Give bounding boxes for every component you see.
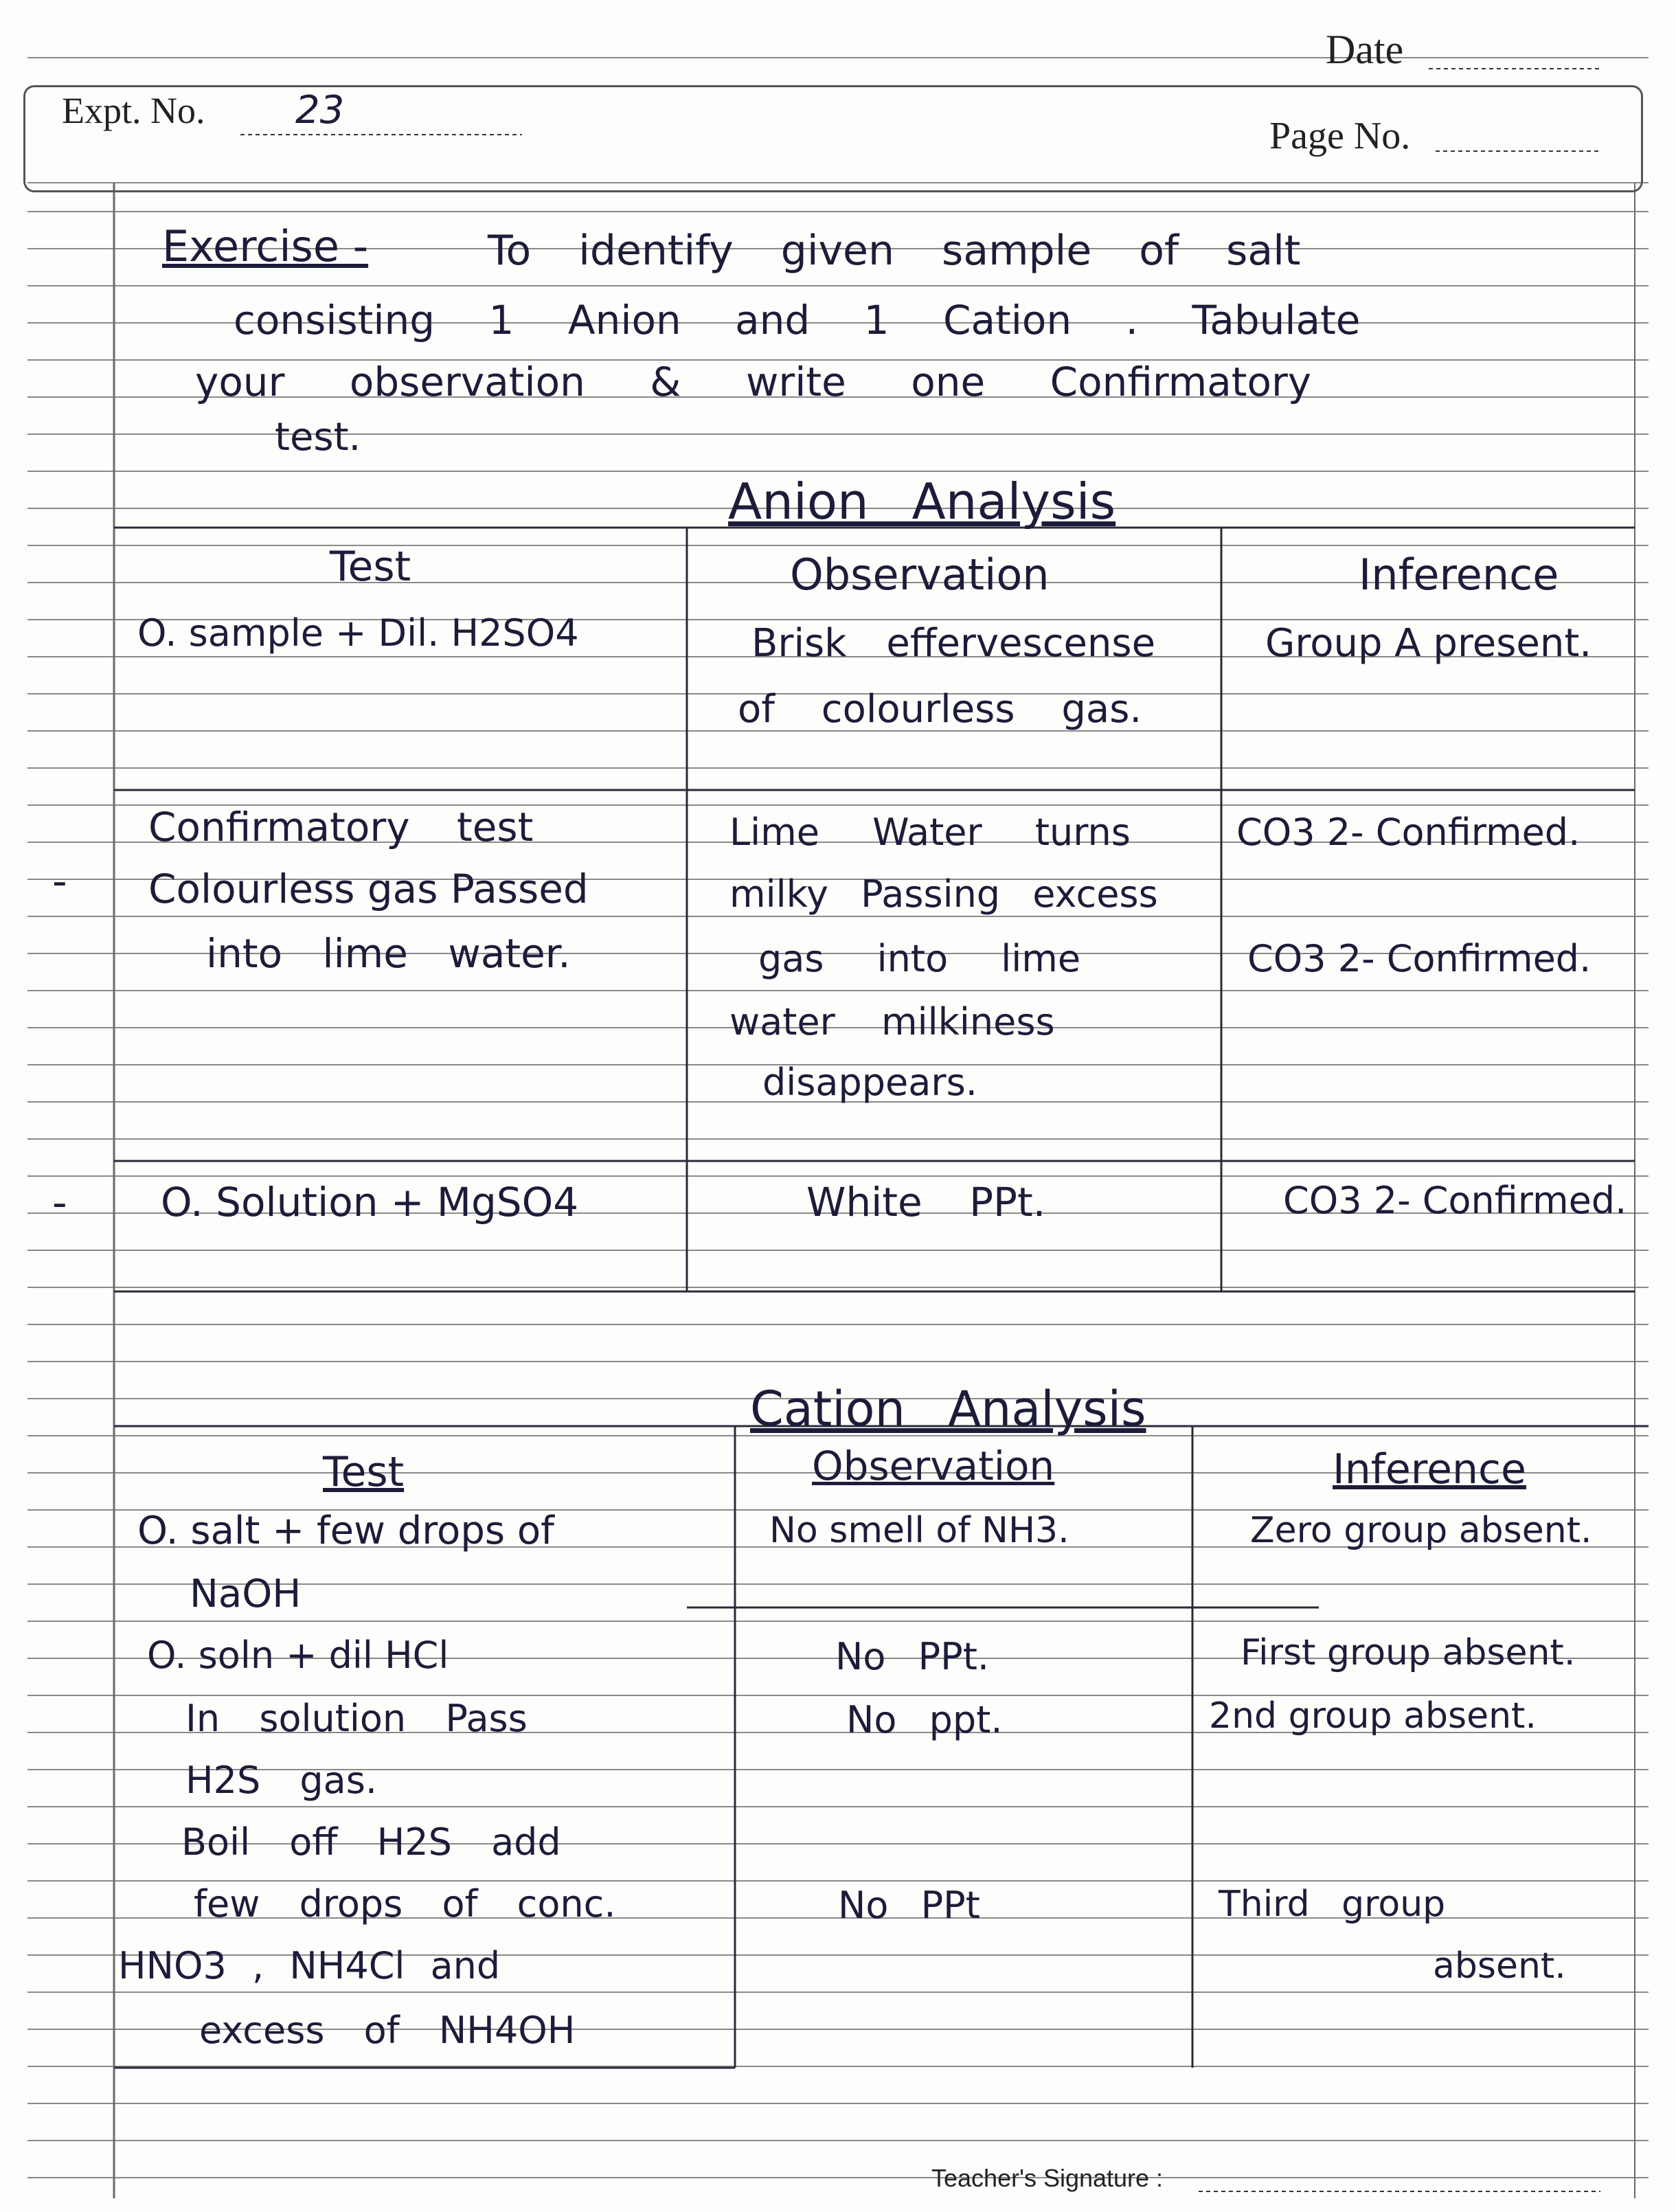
anion-row2-test-3: into lime water. xyxy=(206,930,571,977)
anion-row2-test-1: Confirmatory test xyxy=(148,804,534,850)
anion-row2-observation-1: Lime Water turns xyxy=(729,811,1131,854)
cation-row1-inference: Zero group absent. xyxy=(1250,1510,1592,1551)
anion-row3-inference: CO3 2- Confirmed. xyxy=(1283,1179,1627,1222)
anion-row1-observation-2: of colourless gas. xyxy=(738,687,1142,732)
cation-row4-test-1: Boil off H2S add xyxy=(181,1820,561,1864)
cation-row4-test-3: HNO3 , NH4Cl and xyxy=(118,1944,501,1987)
cation-row2-test: O. soln + dil HCl xyxy=(147,1634,449,1677)
teacher-signature-label: Teacher's Signature : xyxy=(931,2164,1164,2192)
cation-header-test: Test xyxy=(323,1448,405,1496)
anion-header-observation: Observation xyxy=(790,550,1050,600)
cation-row3-inference: 2nd group absent. xyxy=(1209,1695,1537,1737)
page-no-label: Page No. xyxy=(1269,115,1411,157)
exercise-line-2: consisting 1 Anion and 1 Cation . Tabulate xyxy=(234,297,1361,343)
cation-analysis-title: Cation Analysis xyxy=(750,1381,1146,1437)
anion-row2-inference-2: CO3 2- Confirmed. xyxy=(1247,937,1592,980)
expt-no-value[interactable]: 23 xyxy=(295,88,345,133)
anion-row3-observation: White PPt. xyxy=(806,1179,1046,1226)
margin-mark-2: - xyxy=(52,1179,67,1227)
expt-no-label: Expt. No. xyxy=(62,90,205,131)
margin-mark-1: - xyxy=(52,857,67,905)
anion-row2-observation-5: disappears. xyxy=(762,1061,977,1104)
cation-row4-test-4: excess of NH4OH xyxy=(199,2009,576,2052)
date-label: Date xyxy=(1326,27,1404,72)
anion-row2-observation-3: gas into lime xyxy=(758,937,1081,980)
cation-row3-test-1: In solution Pass xyxy=(185,1697,528,1740)
anion-row2-inference-1: CO3 2- Confirmed. xyxy=(1236,811,1581,854)
anion-analysis-title: Anion Analysis xyxy=(728,473,1116,530)
cation-row1-test-2: NaOH xyxy=(190,1572,302,1616)
anion-row1-inference: Group A present. xyxy=(1265,621,1592,666)
cation-header-observation: Observation xyxy=(812,1443,1055,1489)
cation-row4-inference-2: absent. xyxy=(1433,1945,1566,1987)
anion-row3-test: O. Solution + MgSO4 xyxy=(161,1179,579,1226)
cation-row2-inference: First group absent. xyxy=(1241,1632,1576,1673)
cation-row1-observation: No smell of NH3. xyxy=(769,1510,1069,1551)
cation-row4-test-2: few drops of conc. xyxy=(194,1882,616,1926)
anion-row2-observation-2: milky Passing excess xyxy=(729,872,1158,916)
cation-row3-observation: No ppt. xyxy=(846,1698,1003,1741)
anion-header-test: Test xyxy=(330,543,411,591)
teacher-signature-field[interactable] xyxy=(1199,2164,1600,2194)
exercise-line-4: test. xyxy=(275,415,361,460)
exercise-label: Exercise - xyxy=(162,221,369,271)
cation-row2-observation: No PPt. xyxy=(835,1635,990,1678)
exercise-line-1: To identify given sample of salt xyxy=(488,227,1301,275)
cation-row1-test-1: O. salt + few drops of xyxy=(137,1509,554,1553)
cation-header-inference: Inference xyxy=(1333,1445,1526,1493)
anion-row1-test: O. sample + Dil. H2SO4 xyxy=(137,611,579,655)
anion-row2-observation-4: water milkiness xyxy=(729,1000,1055,1043)
anion-header-inference: Inference xyxy=(1359,550,1559,600)
cation-row4-observation: No PPt xyxy=(838,1884,980,1927)
anion-row1-observation-1: Brisk effervescense xyxy=(751,621,1156,666)
anion-row2-test-2: Colourless gas Passed xyxy=(148,866,589,912)
cation-row4-inference-1: Third group xyxy=(1219,1884,1446,1925)
cation-row3-test-2: H2S gas. xyxy=(185,1759,378,1802)
exercise-line-3: your observation & write one Confirmatory xyxy=(195,359,1312,405)
